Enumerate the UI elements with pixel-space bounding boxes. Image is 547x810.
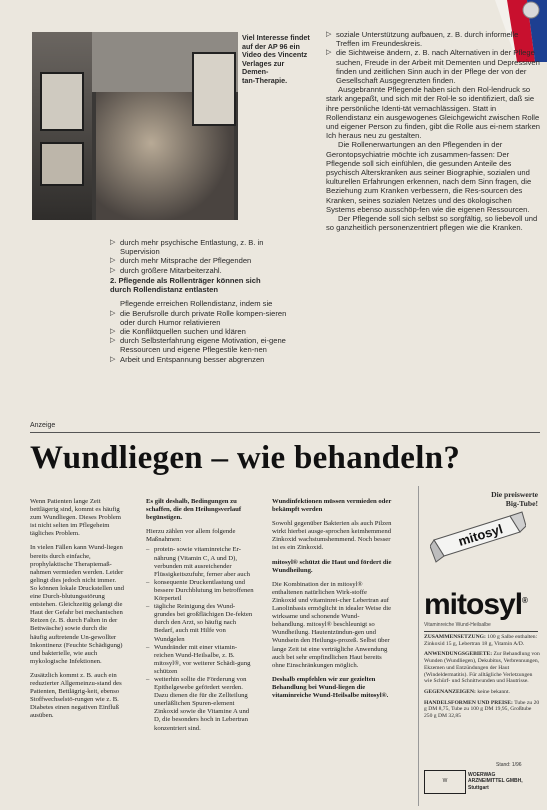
product-tagline: Die preiswerte Big-Tube! <box>491 490 538 508</box>
list-item: ▷ die Konfliktquellen suchen und klären <box>110 327 300 336</box>
photo-exhibition <box>32 32 238 220</box>
ad-subheading: Wundinfektionen müssen vermieden oder bekämpft werden <box>272 498 392 514</box>
measures-list <box>146 546 256 732</box>
list-item: ▷ durch mehr Mitsprache der Pflegenden <box>110 256 300 265</box>
list-item: – weiterhin sollte die Förderung von Epithelgewebe gefördert werden. Dazu dienen die für die Zellteilung unerläßlichen Spuren-element Zinkoxid sowie die Vitamine A und D, die besonders hoch in Lebertran konzentriert sind. <box>154 676 256 733</box>
ad-column-1 <box>30 498 124 726</box>
list-item: ▷ die Berufsrolle durch private Rolle kompen-sieren oder durch Humor relativieren <box>110 309 300 327</box>
list-item: – Wundränder mit einer vitamin-reichen Wund-Heilsalbe, z. B. mitosyl®, vor weiterer Schädi-gung schützen <box>154 644 256 676</box>
list-item: ▷ soziale Unterstützung aufbauen, z. B. durch informelle Treffen im Freundeskreis. <box>326 30 541 48</box>
paragraph: Sowohl gegenüber Bakterien als auch Pilzen wirkt hierbei ausge-sprochen keimhemmend Zinkoxid wachstumshemmend. Noch besser ist es ein Zinkoxid. <box>272 520 392 552</box>
list-item: ▷ Arbeit und Entspannung besser abgrenzen <box>110 355 300 364</box>
paragraph: Wenn Patienten lange Zeit bettlägerig sind, kommt es häufig zum Wundliegen. Dieses Problem ist nicht selten im Pflegeheim tägliches Problem. <box>30 498 121 538</box>
photo-caption: Viel Interesse findet auf der AP 96 ein Video des Vincentz Verlages zur Demen- tan-Therapie. <box>242 33 310 85</box>
ad-headline: Wundliegen – wie behandeln? <box>30 440 461 476</box>
section-heading: 2. Pflegende als Rollenträger können sich <box>110 276 261 285</box>
list-item: ▷ die Sichtweise ändern, z. B. nach Alternativen in der Pflege suchen, Freude in der Arbeit mit Dementen und Depressiven finden und zeitlichen Sinn auch in der Pflege der von der Gesellschaft Ausgegrenzten finden. <box>326 48 541 85</box>
list-item: ▷ durch größere Mitarbeiterzahl. <box>110 266 300 275</box>
section-heading-cont: durch Rollendistanz entlasten <box>110 285 219 295</box>
product-tube-image <box>430 510 526 565</box>
paragraph: Die Rollenerwartungen an den Pflegenden in der Gerontopsychiatrie möchte ich zusammen-fassen: Der Pflegende soll sich einfühlen, die gesunden Anteile des psychisch Alterskranken aus seiner Biographie, sozialen und kulturellen Erfahrungen erkennen, nach dem Sinn fragen, die Beziehung zum Kranken verbessern, die Res-sourcen des Kranken, seines sozialen Netzes und des ökologischen Systems ebenso ausschöp-fen wie die eigenen Ressourcen. <box>326 140 532 214</box>
section-2 <box>110 276 300 364</box>
ad-label: Anzeige <box>30 422 56 429</box>
right-column <box>326 30 541 232</box>
ad-column-3 <box>272 498 392 706</box>
product-subtitle: Vitaminreiche Wund-Heilsalbe <box>424 622 538 632</box>
ad-subheading: Es gilt deshalb, Bedingungen zu schaffen, die den Heilungsverlauf begünstigen. <box>146 498 242 522</box>
company-logo: W <box>424 770 466 794</box>
tube-label: mitosyl <box>456 521 505 549</box>
ad-claim: mitosyl® schützt die Haut und fördert die Wundheilung. <box>272 558 392 574</box>
paragraph: Zusätzlich kommt z. B. auch ein reduzierter Allgemeinzu-stand des Patienten, Bettlägrig-keit, ebenso Stoffwechselstö-rungen wie z. B. Diabetes einen negativen Einfluß ausüben. <box>30 671 122 720</box>
list-item: ▷ durch mehr psychische Entlastung, z. B. in Supervision <box>110 238 300 256</box>
ad-column-2 <box>146 498 256 733</box>
divider <box>30 432 540 433</box>
list-item: – konsequente Druckentlastung und bessere Durchblutung im betroffenen Körperteil <box>154 579 256 603</box>
company-name: WOERWAG ARZNEIMITTEL GMBH, Stuttgart <box>468 772 523 791</box>
paragraph: Ausgebrannte Pflegende haben sich den Rol-lendruck so stark angepaßt, und sich mit der Rol-le so identifiziert, daß sie ihre persönliche Identi-tät vernachlässigen. Statt in Rollendistanz ein ausgewogenes Gleichgewicht zwischen Rolle und eigener Person zu finden, gibt die Rolle aus ei-nem starken Ich heraus neu zu gestalten. <box>326 85 541 141</box>
paragraph: Der Pflegende soll sich selbst so sorgfältig, so liebevoll und so ganzheitlich personenzentriert pflegen wie die Kranken. <box>326 214 538 233</box>
left-list-a <box>110 238 300 275</box>
list-item: ▷ durch Selbsterfahrung eigene Motivation, ei-gene Ressourcen und eigene Pflegestile ken-nen <box>110 336 300 354</box>
section-intro: Pflegende erreichen Rollendistanz, indem sie <box>120 299 273 309</box>
brand-logo: mitosyl® <box>424 588 527 621</box>
list-item: – protein- sowie vitaminreiche Er-nährung (Vitamin C, A und D), verbunden mit ausreichender Flüssigkeitszufuhr, ferner aber auch <box>154 546 256 578</box>
paragraph: Hierzu zählen vor allem folgende Maßnahmen: <box>146 528 236 544</box>
paragraph: Die Kombination der in mitosyl® enthaltenen natürlichen Wirk-stoffe Zinkoxid und vitaminrei-cher Lebertran auf Lanolinbasis ermöglicht in idealer Weise die wirksame und schonende Wund-behandlung. mitosyl® beschleunigt so Wundheilung. Hautentzündun-gen und Wundsein den Heilungs-prozeß. Selbst über lange Zeit ist eine verträgliche Anwendung auch bei sehr empfindlichen Haut bereits ohne Einschränkungen möglich. <box>272 580 392 669</box>
product-info: ZUSAMMENSETZUNG: 100 g Salbe enthalten: Zinkoxid 15 g, Lebertran 18 g, Vitamin A/D. ANWENDUNGSGEBIETE: Zur Behandlung von Wunden (Wundliegen), Dekubitus, Verbrennungen, Ekzemen und Entzündungen der Haut (Windeldermatitis). Für alltägliche Verletzungen wie Schürf- und Schnittwunden und Hautrisse. GEGENANZEIGEN: keine bekannt. HANDELSFORMEN UND PREISE: Tube zu 20 g DM 8,75, Tube zu 100 g DM 19,95, Großtube 250 g DM 32,85 <box>424 634 540 720</box>
paragraph: In vielen Fällen kann Wund-liegen bereits durch einfache, prophylaktische Therapiemaß-nahmen vermieden werden. Leider gelingt dies jedoch nicht immer. So können lokale Druckstellen und eine Durch-blutungsstörung entstehen. Gleichzeitig gelangt die Haut der Gefahr bei mechanischen Reizen (z. B. durch Falten in der Bettwäsche) sowie durch die häufig auftretende Un-gewollter Inkontinenz (Feuchte Schädigung) und bakterielle, wie auch mykologische Infektionen. <box>30 544 124 665</box>
ad-closing: Deshalb empfehlen wir zur gezielten Behandlung bei Wund-liegen die vitaminreiche Wund-Heilsalbe mitosyl®. <box>272 675 389 699</box>
list-item: – tägliche Reinigung des Wund-grundes bei großflächigen De-fekten durch den Arzt, so häufig nach Bedarf, auch mit Hilfe von Wundgelen <box>154 603 256 643</box>
stand-note: Stand: 1/96 <box>496 762 522 768</box>
